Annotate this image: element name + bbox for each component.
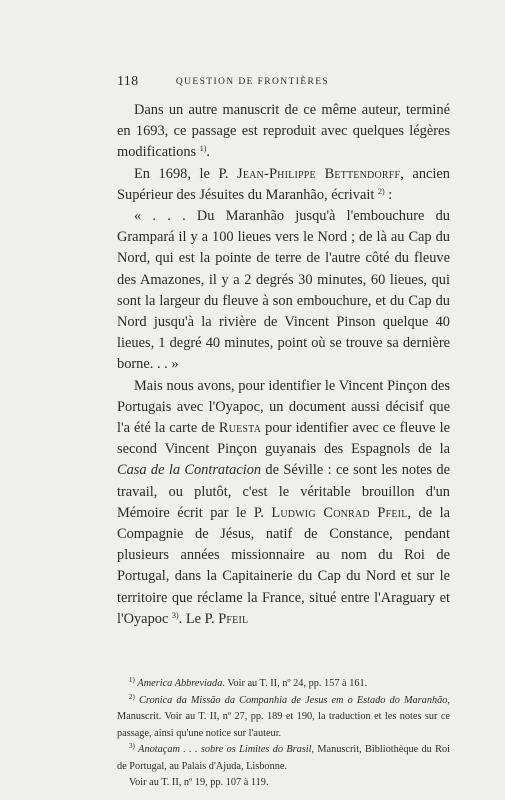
footnote-ref: 1) xyxy=(199,144,207,154)
footnote-ref: 2) xyxy=(377,186,385,196)
footnote-ref: 3) xyxy=(171,610,179,620)
person-name: Pfeil xyxy=(218,610,249,627)
footnote-3 xyxy=(117,742,450,775)
quotation-paragraph xyxy=(117,206,450,376)
page-header xyxy=(0,74,505,90)
paragraph-text: Mais nous avons, pour identifier le Vincent Pinçon des Portugais avec l'Oyapoc, un document aussi décisif que l'a été la carte de xyxy=(117,377,450,437)
footnote-1 xyxy=(117,676,450,693)
footnote-title: Cronica da Missão da Companhia de Jesus em o Estado do Maranhão xyxy=(138,694,448,706)
person-name: Jean-Philippe Bettendorff xyxy=(237,165,401,182)
paragraph-text: : xyxy=(384,186,393,203)
paragraph-text: « . . . Du Maranhão jusqu'à l'embouchure du Grampará il y a 100 lieues vers le Nord ; de là au Cap du Nord, qui est la pointe de terre de l'autre côté du fleuve des Amazones, il y a 2 degrés 30 minutes, 60 lieues, qui sont la largeur du fleuve à son embouchure, et du Cap du Nord jusqu'à la rivière de Vincent Pinson quelque 40 lieues, 1 degré 40 minutes, point où se trouve sa dernière borne. . . » xyxy=(117,208,450,373)
footnote-3-continued xyxy=(117,775,450,792)
paragraph-text: , de la Compagnie de Jésus, natif de Constance, pendant plusieurs années missionnaire au nom du Roi de Portugal, dans la Capitainerie du Cap du Nord et sur le territoire que réclame la France, situé entre l'Araguary et l'Oyapoc xyxy=(117,504,450,627)
paragraph-text: Dans un autre manuscrit de ce même auteur, terminé en 1693, ce passage est reproduit avec quelques légères modifications xyxy=(117,102,450,161)
paragraph-1 xyxy=(117,100,450,164)
paragraph-text: . Le P. xyxy=(178,610,219,627)
person-name: Ruesta xyxy=(218,420,262,437)
footnote-text: , Manuscrit. Voir au T. II, nº 27, pp. 189 et 190, la traduction et les notes sur ce passage, ainsi qu'une notice sur l'auteur. xyxy=(117,694,450,739)
footnote-title: Anotaçam . . . sobre os Limites do Brasil, xyxy=(138,744,315,755)
footnote-mark: 3) xyxy=(129,742,135,750)
footnotes xyxy=(117,676,450,792)
paragraph-text: , ancien Supérieur des Jésuites du Maranhão, écrivait xyxy=(117,165,450,203)
body-text xyxy=(117,100,450,630)
institution-name: Casa de la Contratacion xyxy=(117,462,262,479)
paragraph-text: pour identifier avec ce fleuve le second Vincent Pinçon guyanais des Espagnols de la xyxy=(117,420,450,458)
footnote-2 xyxy=(117,693,450,743)
footnote-text: . Voir au T. II, nº 24, pp. 157 à 161. xyxy=(222,678,368,689)
footnote-title: America Abbreviada xyxy=(137,678,223,689)
paragraph-text: En 1698, le P. xyxy=(134,165,238,182)
footnote-mark: 1) xyxy=(129,676,135,684)
footnote-text: Voir au T. II, nº 19, pp. 107 à 119. xyxy=(129,777,269,788)
running-title: QUESTION DE FRONTIÈRES xyxy=(175,77,330,87)
paragraph-2 xyxy=(117,164,450,206)
page-number: 118 xyxy=(117,74,139,89)
person-name: Ludwig Conrad Pfeil xyxy=(271,504,408,521)
paragraph-text: . xyxy=(206,144,211,161)
footnote-text: Manuscrit, Bibliothèque du Roi de Portugal, au Palais d'Ajuda, Lisbonne. xyxy=(117,744,451,772)
paragraph-4 xyxy=(117,376,450,630)
footnote-mark: 2) xyxy=(129,692,135,701)
paragraph-text: de Séville : ce sont les notes de travail, ou plutôt, c'est le véritable brouillon d'un Mémoire écrit par le P. xyxy=(117,462,450,521)
